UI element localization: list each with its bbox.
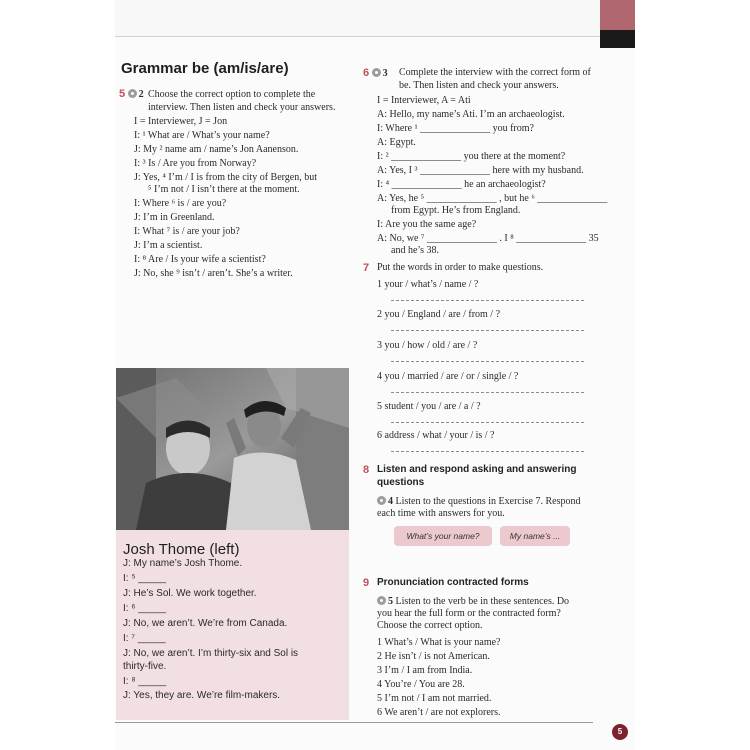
dialogue-line: I: ³ Is / Are you from Norway?	[134, 158, 257, 169]
question-item: 1 your / what’s / name / ?	[377, 279, 479, 290]
dialogue-line: I: ⁷ _____	[123, 633, 166, 644]
exercise-8-instruction-2: each time with answers for you.	[377, 508, 505, 519]
answer-line[interactable]	[391, 361, 584, 362]
dialogue-line: I: ⁵ _____	[123, 573, 167, 584]
dialogue-line: A: No, we ⁷ ______________ . I ⁸ ______________ 35	[377, 233, 599, 244]
dialogue-line: I: ⁸ _____	[123, 676, 167, 687]
question-item: 4 you / married / are / or / single / ?	[377, 371, 519, 382]
dialogue-line: and he’s 38.	[391, 245, 440, 256]
dialogue-line: I: Where ¹ ______________ you from?	[377, 123, 534, 134]
exercise-9-instruction-1	[377, 596, 569, 608]
exercise-5-instruction: Choose the correct option to complete the interview. Then listen and check your answers.	[148, 89, 336, 113]
dialogue-line: A: Yes, I ³ ______________ here with my husband.	[377, 165, 584, 176]
answer-line[interactable]	[391, 451, 584, 452]
dialogue-line: from Egypt. He’s from England.	[391, 205, 521, 216]
exercise-8-title-1: Listen and respond asking and answering	[377, 464, 577, 475]
exercise-6-key: I = Interviewer, A = Ati	[377, 95, 471, 106]
exercise-8-header	[363, 464, 369, 477]
dialogue-line: A: Hello, my name’s Ati. I’m an archaeologist.	[377, 109, 565, 120]
dialogue-line: J: My name’s Josh Thome.	[123, 558, 243, 569]
instruction-text: Listen to the verb be in these sentences. Do	[395, 596, 570, 607]
photo-illustration	[116, 368, 349, 530]
audio-cd-icon	[128, 89, 137, 98]
exercise-number: 9	[363, 577, 370, 589]
section-tab-marker	[600, 30, 635, 48]
dialogue-line: J: Yes, ⁴ I’m / I is from the city of Bergen, but	[134, 172, 318, 183]
dialogue-line: J: My ² name am / name’s Jon Aanenson.	[134, 144, 299, 155]
question-item: 3 you / how / old / are / ?	[377, 340, 478, 351]
audio-cd-icon	[377, 596, 386, 605]
dialogue-line: I: ¹ What are / What’s your name?	[134, 130, 270, 141]
dialogue-line: I: Where ⁶ is / are you?	[134, 198, 227, 209]
dialogue-line: J: I’m in Greenland.	[134, 212, 215, 223]
option-item: 5 I’m not / I am not married.	[377, 693, 492, 704]
exercise-9-instruction-2: you hear the full form or the contracted form?	[377, 608, 561, 619]
dialogue-line: A: Yes, he ⁵ ______________ , but he ⁶ ______________	[377, 193, 608, 204]
grammar-title: Grammar be (am/is/are)	[121, 60, 289, 77]
question-item: 2 you / England / are / from / ?	[377, 309, 501, 320]
dialogue-line: J: No, she ⁹ isn’t / aren’t. She’s a writer.	[134, 268, 293, 279]
answer-line[interactable]	[391, 330, 584, 331]
dialogue-line: A: Egypt.	[377, 137, 416, 148]
dialogue-line: I: What ⁷ is / are your job?	[134, 226, 240, 237]
page-number: 5	[612, 724, 628, 740]
exercise-number: 5	[119, 88, 126, 100]
question-item: 5 student / you / are / a / ?	[377, 401, 481, 412]
dialogue-line: ⁵ I’m not / I isn’t there at the moment.	[148, 184, 300, 195]
exercise-7-header	[363, 262, 369, 275]
answer-line[interactable]	[391, 392, 584, 393]
exercise-number: 8	[363, 464, 370, 476]
section-tab	[600, 0, 635, 30]
dialogue-line: I: ⁶ _____	[123, 603, 167, 614]
footer-rule	[115, 722, 593, 723]
dialogue-line: I: ⁴ ______________ he an archaeologist?	[377, 179, 546, 190]
dialogue-line: I: ² ______________ you there at the moment?	[377, 151, 566, 162]
option-item: 2 He isn’t / is not American.	[377, 651, 490, 662]
josh-box-title: Josh Thome (left)	[123, 541, 240, 558]
answer-line[interactable]	[391, 300, 584, 301]
speech-bubble-question: What’s your name?	[394, 526, 492, 546]
exercise-number: 6	[363, 67, 370, 79]
exercise-9-header	[363, 577, 369, 590]
audio-cd-icon	[377, 496, 386, 505]
dialogue-line: I: Are you the same age?	[377, 219, 477, 230]
answer-line[interactable]	[391, 422, 584, 423]
exercise-7-instruction: Put the words in order to make questions.	[377, 262, 544, 273]
track-number: 4	[388, 496, 393, 507]
track-number: 3	[382, 68, 388, 79]
exercise-9-title: Pronunciation contracted forms	[377, 577, 529, 588]
dialogue-line: J: No, we aren’t. I’m thirty-six and Sol is	[123, 648, 299, 659]
header-band	[115, 0, 635, 37]
track-number: 5	[388, 596, 393, 607]
dialogue-line: J: He’s Sol. We work together.	[123, 588, 257, 599]
instruction-text: Listen to the questions in Exercise 7. Respond	[395, 496, 581, 507]
track-number: 2	[138, 89, 144, 100]
josh-thome-box	[116, 530, 349, 720]
exercise-6-header	[363, 67, 388, 80]
question-item: 6 address / what / your / is / ?	[377, 430, 495, 441]
exercise-6-instruction: Complete the interview with the correct form of be. Then listen and check your answers.	[399, 67, 591, 91]
option-item: 1 What’s / What is your name?	[377, 637, 501, 648]
speech-bubble-answer: My name’s ...	[500, 526, 570, 546]
exercise-number: 7	[363, 262, 370, 274]
dialogue-line: I: ⁸ Are / Is your wife a scientist?	[134, 254, 266, 265]
dialogue-line: J: I’m a scientist.	[134, 240, 203, 251]
audio-cd-icon	[372, 68, 381, 77]
exercise-9-instruction-3: Choose the correct option.	[377, 620, 483, 631]
exercise-8-instruction-1	[377, 496, 580, 508]
exercise-8-title-2: questions	[377, 477, 425, 488]
exercise-5-header	[119, 88, 144, 101]
photo-josh-and-sol	[116, 368, 349, 530]
option-item: 4 You’re / You are 28.	[377, 679, 465, 690]
dialogue-line: J: Yes, they are. We’re film-makers.	[123, 690, 281, 701]
option-item: 6 We aren’t / are not explorers.	[377, 707, 501, 718]
exercise-5-key: I = Interviewer, J = Jon	[134, 116, 228, 127]
option-item: 3 I’m / I am from India.	[377, 665, 473, 676]
dialogue-line: J: No, we aren’t. We’re from Canada.	[123, 618, 288, 629]
dialogue-line: thirty-five.	[123, 661, 167, 672]
